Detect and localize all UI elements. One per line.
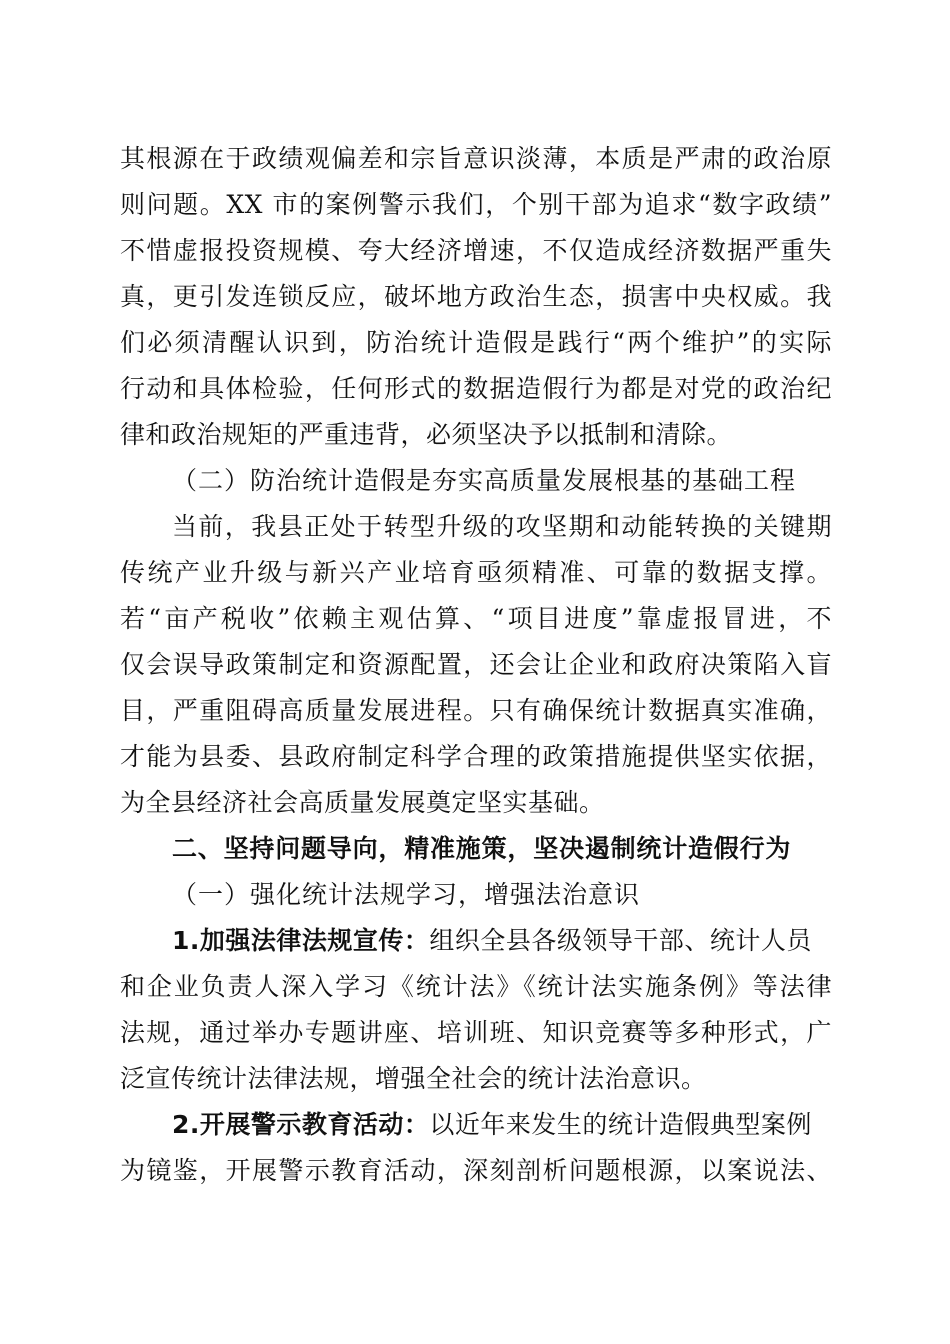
subheading: （一）强化统计法规学习，增强法治意识 — [172, 880, 641, 909]
item-lead: 2.开展警示教育活动： — [172, 1110, 430, 1139]
paragraph-line: 真，更引发连锁反应，破坏地方政治生态，损害中央权威。我 — [120, 282, 832, 311]
section-heading: 二、坚持问题导向，精准施策，坚决遏制统计造假行为 — [172, 834, 792, 863]
paragraph-line: 和企业负责人深入学习《统计法》《统计法实施条例》等法律 — [120, 972, 832, 1001]
paragraph-line: 传统产业升级与新兴产业培育亟须精准、可靠的数据支撑。 — [120, 558, 832, 587]
paragraph-line: 为镜鉴，开展警示教育活动，深刻剖析问题根源，以案说法、 — [120, 1156, 832, 1185]
item-first-line — [172, 924, 832, 958]
paragraph-line: 律和政治规矩的严重违背，必须坚决予以抵制和清除。 — [120, 420, 733, 449]
paragraph-line: 当前，我县正处于转型升级的攻坚期和动能转换的关键期 — [172, 512, 832, 541]
paragraph-line: 才能为县委、县政府制定科学合理的政策措施提供坚实依据， — [120, 742, 832, 771]
item-text: 组织全县各级领导干部、统计人员 — [429, 926, 812, 955]
paragraph-line: 泛宣传统计法律法规，增强全社会的统计法治意识。 — [120, 1064, 707, 1093]
paragraph-line: 仅会误导政策制定和资源配置，还会让企业和政府决策陷入盲 — [120, 650, 832, 679]
paragraph-line: 行动和具体检验，任何形式的数据造假行为都是对党的政治纪 — [120, 374, 832, 403]
paragraph-line: 目，严重阻碍高质量发展进程。只有确保统计数据真实准确， — [120, 696, 832, 725]
paragraph-line: 为全县经济社会高质量发展奠定坚实基础。 — [120, 788, 605, 817]
paragraph-line: 若“亩产税收”依赖主观估算、“项目进度”靠虚报冒进，不 — [120, 604, 832, 633]
item-lead: 1.加强法律法规宣传： — [172, 926, 430, 955]
paragraph-line: 则问题。XX 市的案例警示我们，个别干部为追求“数字政绩” — [120, 190, 832, 219]
item-first-line — [172, 1108, 832, 1142]
paragraph-line: 法规，通过举办专题讲座、培训班、知识竞赛等多种形式，广 — [120, 1018, 832, 1047]
paragraph-line: 不惜虚报投资规模、夸大经济增速，不仅造成经济数据严重失 — [120, 236, 832, 265]
item-text: 以近年来发生的统计造假典型案例 — [429, 1110, 812, 1139]
subheading: （二）防治统计造假是夯实高质量发展根基的基础工程 — [172, 466, 797, 495]
paragraph-line: 其根源在于政绩观偏差和宗旨意识淡薄，本质是严肃的政治原 — [120, 144, 832, 173]
paragraph-line: 们必须清醒认识到，防治统计造假是践行“两个维护”的实际 — [120, 328, 832, 357]
